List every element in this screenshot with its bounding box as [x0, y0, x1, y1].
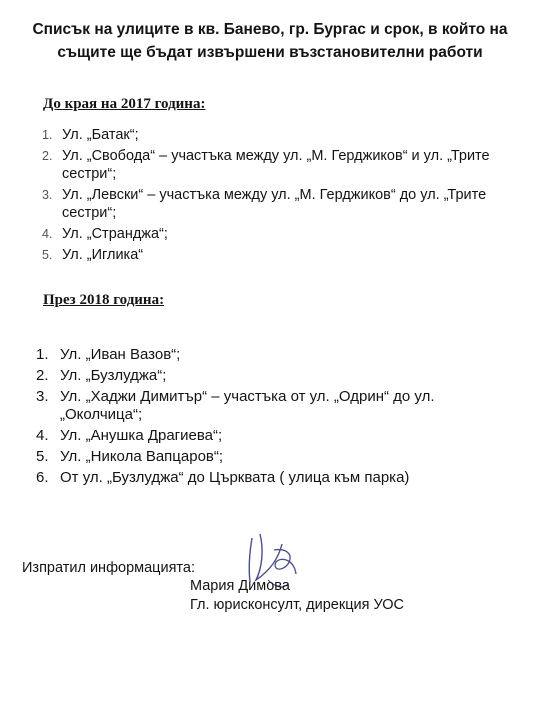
title-line-2: същите ще бъдат извършени възстановителни работи: [57, 44, 483, 61]
list-item: [36, 246, 516, 264]
section-2017-heading: До края на 2017 година:: [43, 96, 206, 112]
list-item: [36, 388, 516, 424]
list-item: [36, 126, 516, 144]
title-line-1: Списък на улиците в кв. Банево, гр. Бургас и срок, в който на: [32, 21, 508, 38]
list-item: [36, 186, 516, 222]
list-item: [36, 427, 516, 445]
item-text: Ул. „Иглика“: [62, 247, 144, 263]
item-number: 3.: [36, 388, 49, 405]
item-number: 2.: [42, 149, 53, 163]
signatory-name: Мария Димова: [190, 578, 290, 594]
list-item: [36, 448, 516, 466]
list-2018: [36, 346, 516, 490]
signatory-role: Гл. юрисконсулт, дирекция УОС: [190, 597, 404, 613]
list-item: [36, 225, 516, 243]
item-text: Ул. „Бузлуджа“;: [60, 367, 167, 384]
item-text: От ул. „Бузлуджа“ до Църквата ( улица към парка): [60, 469, 410, 486]
section-2018-heading: През 2018 година:: [43, 292, 165, 308]
item-number: 1.: [36, 346, 49, 363]
item-number: 5.: [36, 448, 49, 465]
item-number: 5.: [42, 248, 53, 262]
list-2017: [36, 126, 516, 267]
list-item: [36, 469, 516, 487]
item-text: Ул. „Левски“ – участъка между ул. „М. Герджиков“ до ул. „Трите сестри“;: [62, 187, 487, 221]
item-text: Ул. „Батак“;: [62, 127, 139, 143]
item-text: Ул. „Иван Вазов“;: [60, 346, 181, 363]
list-item: [36, 147, 516, 183]
item-text: Ул. „Никола Вапцаров“;: [60, 448, 224, 465]
item-text: Ул. „Свобода“ – участъка между ул. „М. Герджиков“ и ул. „Трите сестри“;: [62, 148, 490, 182]
item-number: 4.: [42, 227, 53, 241]
item-text: Ул. „Хаджи Димитър“ – участъка от ул. „Одрин“ до ул. „Околчица“;: [60, 388, 435, 423]
item-number: 3.: [42, 188, 53, 202]
sent-by-label: Изпратил информацията:: [22, 560, 195, 576]
item-text: Ул. „Странджа“;: [62, 226, 168, 242]
item-text: Ул. „Анушка Драгиева“;: [60, 427, 223, 444]
document-title: [0, 18, 540, 64]
list-item: [36, 346, 516, 364]
item-number: 2.: [36, 367, 49, 384]
list-item: [36, 367, 516, 385]
item-number: 4.: [36, 427, 49, 444]
item-number: 1.: [42, 128, 53, 142]
item-number: 6.: [36, 469, 49, 486]
